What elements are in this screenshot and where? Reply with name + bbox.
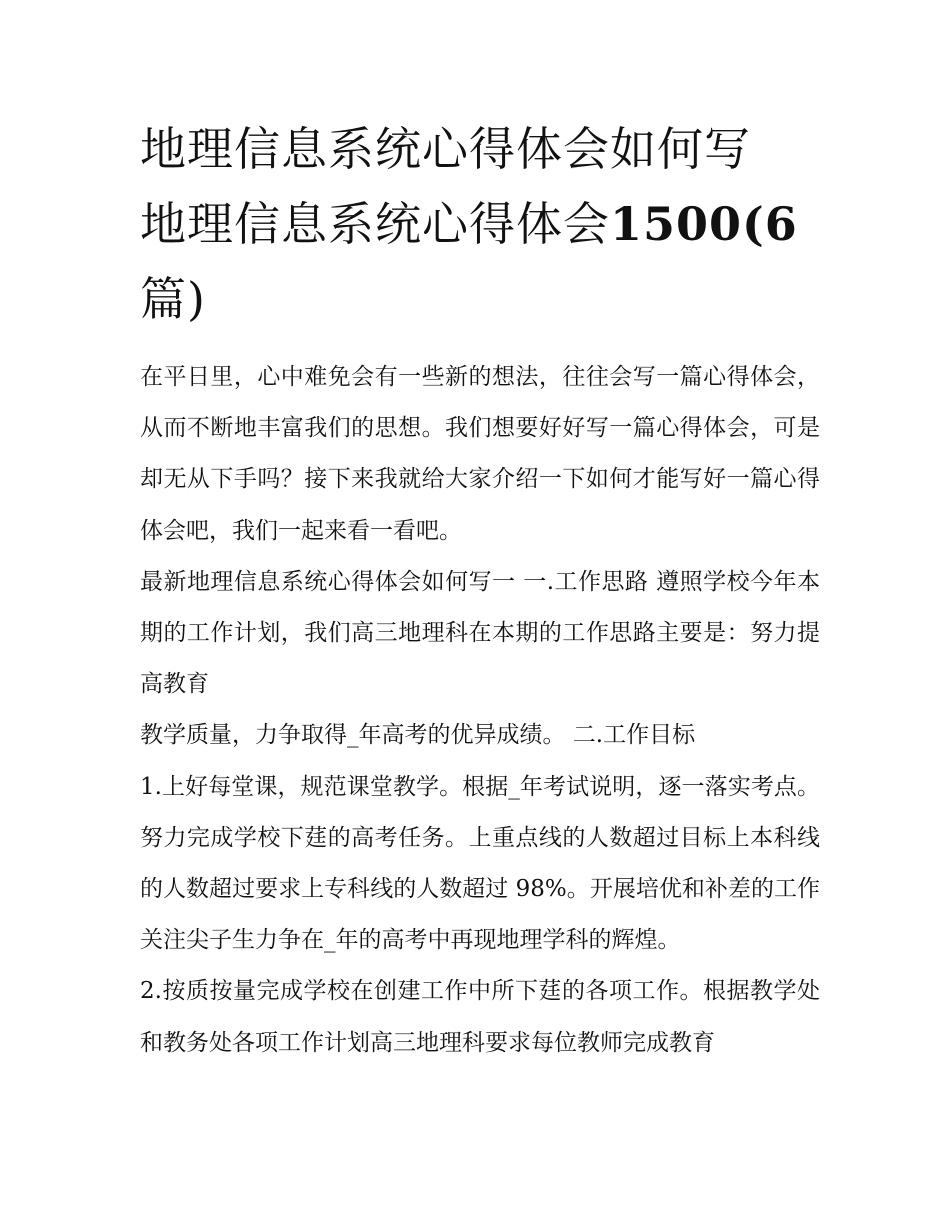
title-line-1: 地理信息系统心得体会如何写 [140,122,751,176]
paragraph-teaching-quality: 教学质量，力争取得_年高考的优异成绩。 二.工作目标 [140,722,696,749]
title-line-2-text: 地理信息系统心得体会 [140,197,610,251]
title-line-3: 篇) [140,272,206,326]
document-body [140,352,820,1069]
paragraph-goal-1: 1.上好每堂课，规范课堂教学。根据_年考试说明，逐一落实考点。努力完成学校下莛的高考任务。上重点线的人数超过目标上本科线的人数超过要求上专科线的人数超过 98%。开展培优和补差的工作关注尖子生力争在_年的高考中再现地理学科的辉煌。 [140,773,820,954]
document-title [140,112,820,337]
paragraph-goal-2: 2.按质按量完成学校在创建工作中所下莛的各项工作。根据教学处和教务处各项工作计划高三地理科要求每位教师完成教育 [140,978,820,1056]
title-line-2-number: 1500(6 [610,197,798,251]
paragraph-intro: 在平日里，心中难免会有一些新的想法，往往会写一篇心得体会，从而不断地丰富我们的思想。我们想要好好写一篇心得体会，可是却无从下手吗？接下来我就给大家介绍一下如何才能写好一篇心得体会吧，我们一起来看一看吧。 [140,364,820,544]
paragraph-work-idea: 最新地理信息系统心得体会如何写一 一.工作思路 遵照学校今年本期的工作计划，我们高三地理科在本期的工作思路主要是：努力提高教育 [140,568,820,698]
